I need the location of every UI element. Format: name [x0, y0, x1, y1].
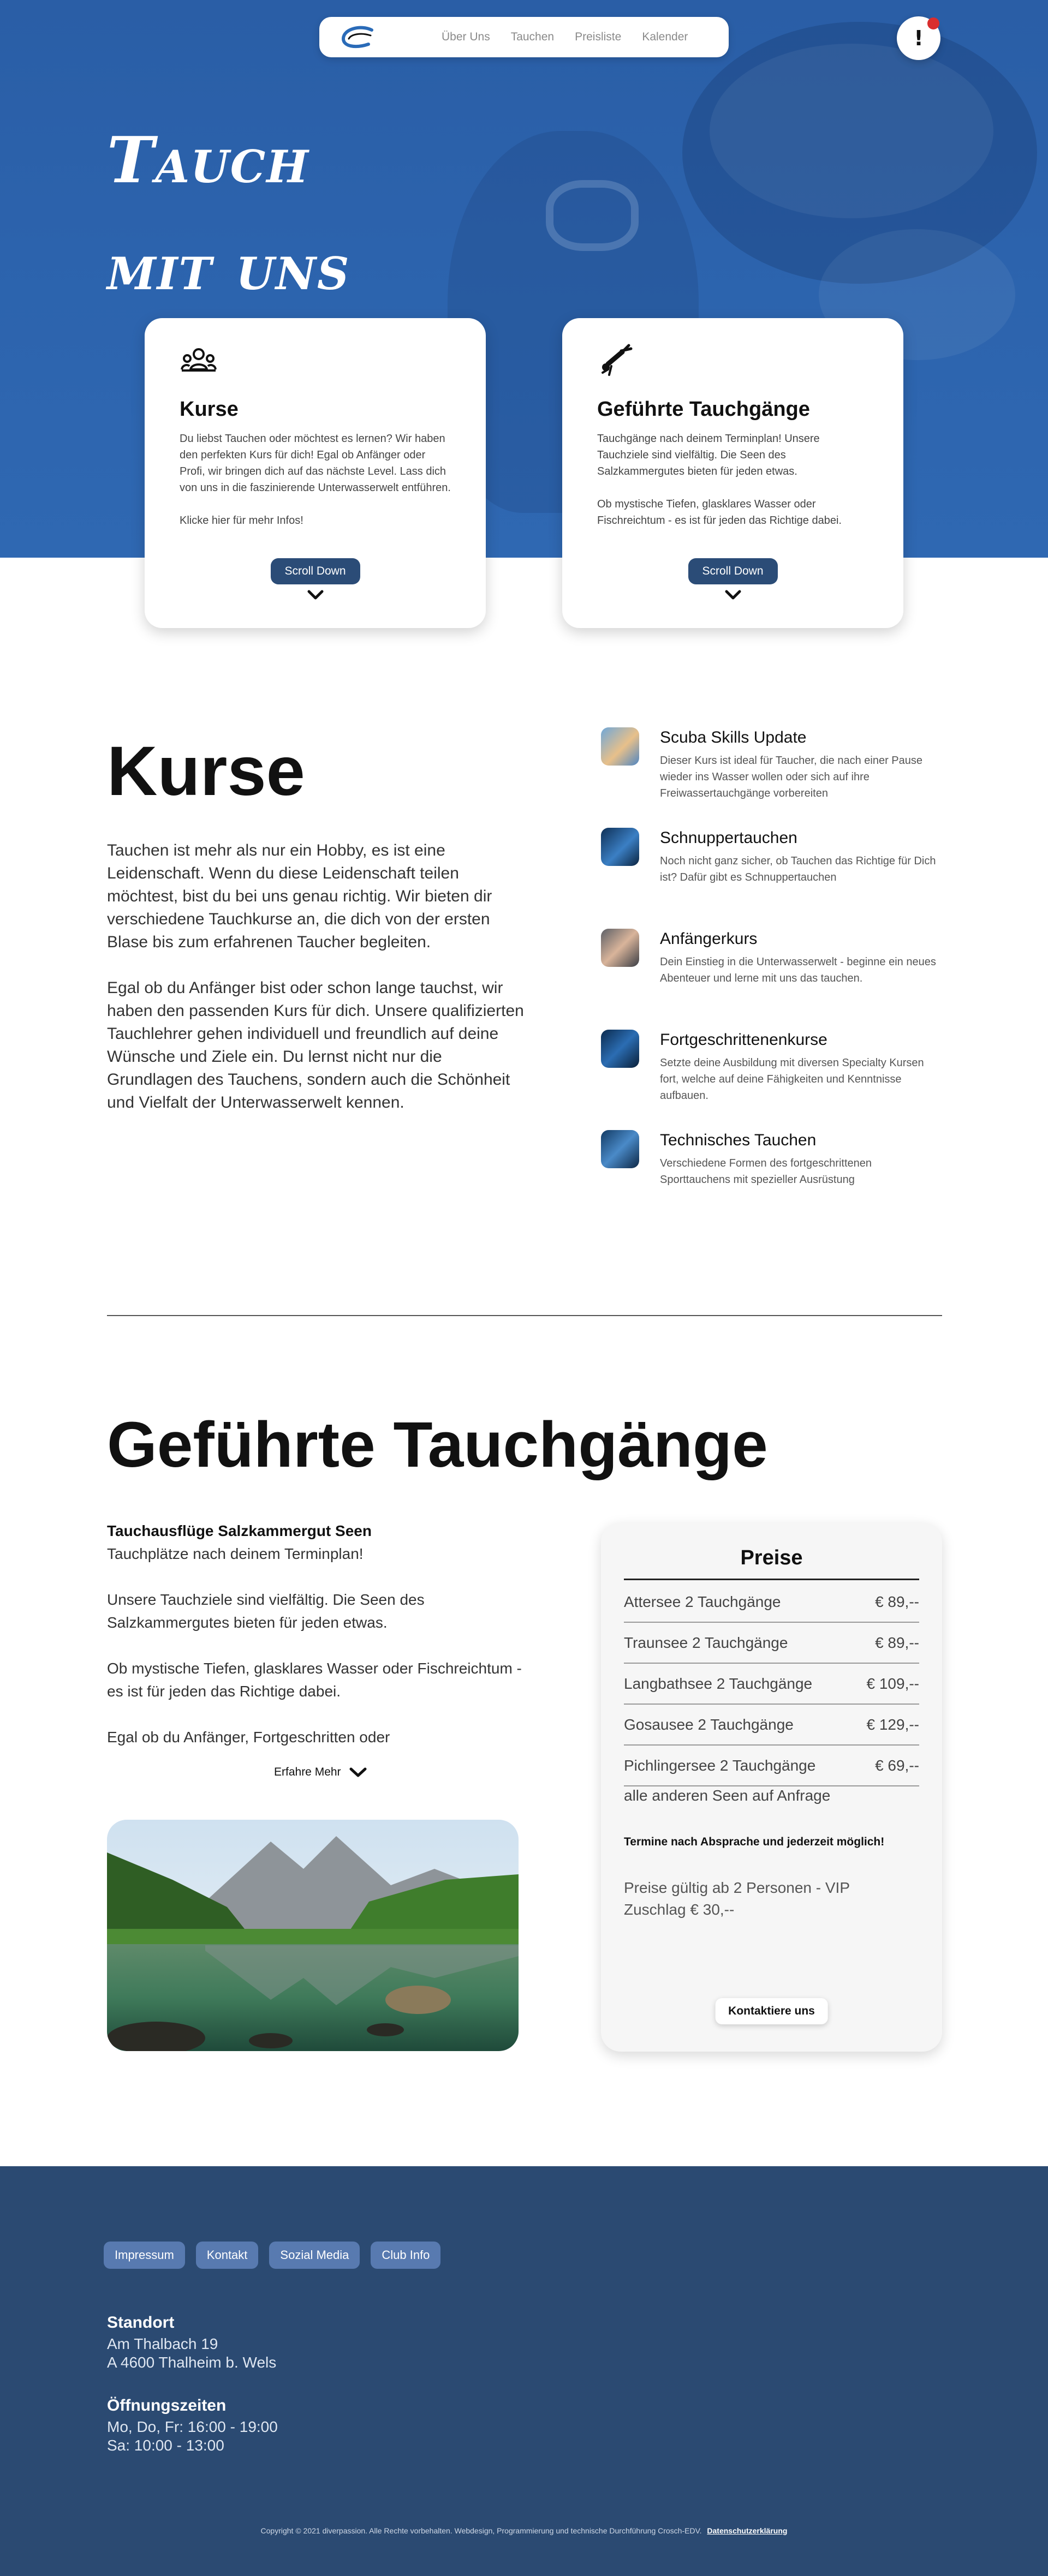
footer-tabs [104, 2242, 440, 2269]
course-thumbnail [601, 929, 639, 967]
card-title: Geführte Tauchgänge [597, 398, 810, 421]
price-value: € 89,-- [875, 1593, 919, 1610]
alert-button[interactable] [897, 16, 940, 60]
course-text: Noch nicht ganz sicher, ob Tauchen das Richtige für Dich ist? Dafür gibt es Schnuppertauchen [660, 855, 936, 883]
footer-location-title: Standort [107, 2314, 175, 2332]
footer-tab-impressum[interactable]: Impressum [104, 2242, 185, 2269]
hero-title-line-1: Tauch [107, 123, 309, 198]
price-row [624, 1705, 919, 1746]
card-text: Du liebst Tauchen oder möchtest es lernen? Wir haben den perfekten Kurs für dich! Egal ob Anfänger oder Profi, wir bringen dich auf das nächste Level. Lass dich von uns in die faszinierende Unterwasserwelt entführen. Klicke hier für mehr Infos! [180, 433, 451, 527]
price-row [624, 1582, 919, 1623]
gefuehrte-subtitle: Tauchausflüge Salzkammergut Seen [107, 1522, 372, 1539]
course-thumbnail [601, 727, 639, 766]
price-lake: Traunsee 2 Tauchgänge [624, 1634, 788, 1651]
footer-hours-line: Mo, Do, Fr: 16:00 - 19:00 [107, 2418, 278, 2435]
course-item[interactable] [601, 727, 950, 809]
course-item[interactable] [601, 1130, 950, 1212]
kurse-description: Tauchen ist mehr als nur ein Hobby, es ist eine Leidenschaft. Wenn du diese Leidenschaft teilen möchtest, bist du bei uns genau richtig. Wir bieten dir verschiedene Tauchkurse an, die dich von der ersten Blase bis zum erfahrenen Taucher begleiten. Egal ob du Anfänger bist oder schon lange tauchst, wir haben den passenden Kurs für dich. Unsere qualifizierten Tauchlehrer gehen individuell und freundlich auf deine Wünsche und Ziele ein. Du lernst nicht nur die Grundlagen des Tauchens, sondern auch die Schönheit und Vielfalt der Unterwasserwelt kennen. [107, 841, 524, 1111]
price-value: € 69,-- [875, 1757, 919, 1774]
diver-icon [597, 342, 635, 380]
gefuehrte-paragraph: Egal ob du Anfänger, Fortgeschritten oder [107, 1729, 390, 1746]
nav-links [442, 17, 688, 57]
price-value: € 129,-- [866, 1716, 919, 1733]
erfahre-mehr-label: Erfahre Mehr [274, 1766, 341, 1778]
contact-button[interactable]: Kontaktiere uns [715, 1998, 828, 2024]
price-lake: Langbathsee 2 Tauchgänge [624, 1675, 813, 1692]
footer-tab-club-info[interactable]: Club Info [371, 2242, 440, 2269]
course-title: Schnuppertauchen [660, 829, 797, 847]
course-title: Fortgeschrittenenkurse [660, 1031, 827, 1049]
price-value: € 109,-- [866, 1675, 919, 1692]
price-appointment-note: Termine nach Absprache und jederzeit möglich! [624, 1836, 885, 1848]
nav-link-ueber-uns[interactable]: Über Uns [442, 31, 490, 43]
course-thumbnail [601, 1130, 639, 1168]
price-value: € 89,-- [875, 1634, 919, 1651]
price-card [601, 1522, 942, 2052]
price-validity-note: Preise gültig ab 2 Personen - VIP Zuschlag € 30,-- [624, 1879, 850, 1918]
footer-address-line: Am Thalbach 19 [107, 2335, 218, 2352]
course-text: Dein Einstieg in die Unterwasserwelt - beginne ein neues Abenteuer und lerne mit uns das tauchen. [660, 956, 936, 984]
chevron-down-icon[interactable] [724, 589, 742, 601]
course-title: Scuba Skills Update [660, 728, 807, 746]
group-people-icon [180, 342, 218, 380]
price-lake: Gosausee 2 Tauchgänge [624, 1716, 794, 1733]
gefuehrte-paragraph: Unsere Tauchziele sind vielfältig. Die Seen des Salzkammergutes bieten für jeden etwas. [107, 1591, 425, 1631]
notification-dot [927, 17, 939, 29]
nav-link-kalender[interactable]: Kalender [642, 31, 688, 43]
hero-diver-mask [546, 180, 639, 251]
footer-tab-kontakt[interactable]: Kontakt [196, 2242, 259, 2269]
footer-address-line: A 4600 Thalheim b. Wels [107, 2354, 277, 2371]
price-title-rule [624, 1579, 919, 1580]
footer [0, 2166, 1048, 2576]
course-item[interactable] [601, 929, 950, 1011]
hero-title [107, 107, 350, 321]
price-title: Preise [740, 1546, 803, 1569]
top-navbar [319, 17, 729, 57]
card-kurse[interactable] [145, 318, 486, 628]
course-text: Dieser Kurs ist ideal für Taucher, die nach einer Pause wieder ins Wasser wollen oder sich auf ihre Freiwassertauchgänge vorbereiten [660, 755, 923, 799]
course-thumbnail [601, 828, 639, 866]
kurse-heading: Kurse [107, 732, 305, 810]
chevron-down-icon[interactable] [307, 589, 324, 601]
hero-title-line-2: mit uns [107, 230, 350, 304]
course-item[interactable] [601, 828, 950, 910]
course-thumbnail [601, 1030, 639, 1068]
chevron-down-icon [349, 1766, 367, 1778]
course-title: Anfängerkurs [660, 930, 758, 948]
gefuehrte-paragraph: Ob mystische Tiefen, glasklares Wasser oder Fischreichtum - es ist für jeden das Richtige dabei. [107, 1660, 522, 1700]
course-text: Setzte deine Ausbildung mit diversen Specialty Kursen fort, welche auf deine Fähigkeiten und Kenntnisse aufbauen. [660, 1057, 924, 1102]
footer-hours-line: Sa: 10:00 - 13:00 [107, 2437, 224, 2454]
price-row [624, 1623, 919, 1664]
exclamation-icon: ! [914, 26, 924, 50]
footer-tab-sozial-media[interactable]: Sozial Media [269, 2242, 360, 2269]
price-row [624, 1746, 919, 1786]
footer-hours-title: Öffnungszeiten [107, 2396, 227, 2414]
nav-link-tauchen[interactable]: Tauchen [510, 31, 555, 43]
scroll-down-button[interactable]: Scroll Down [688, 558, 777, 584]
logo-icon[interactable] [339, 25, 377, 51]
course-text: Verschiedene Formen des fortgeschrittenen Sporttauchens mit spezieller Ausrüstung [660, 1157, 872, 1186]
gefuehrte-description [107, 1520, 522, 1749]
privacy-link[interactable]: Datenschutzerklärung [707, 2526, 788, 2535]
price-other-lakes: alle anderen Seen auf Anfrage [624, 1787, 831, 1804]
section-divider [107, 1315, 942, 1316]
footer-copyright [0, 2526, 1048, 2535]
course-title: Technisches Tauchen [660, 1131, 817, 1149]
copyright-text: Copyright © 2021 diverpassion. Alle Rechte vorbehalten. Webdesign, Programmierung und technische Durchführung Crosch-EDV. [260, 2526, 702, 2535]
price-lake: Attersee 2 Tauchgänge [624, 1593, 781, 1610]
price-lake: Pichlingersee 2 Tauchgänge [624, 1757, 816, 1774]
card-title: Kurse [180, 398, 239, 421]
price-row [624, 1664, 919, 1705]
card-text: Tauchgänge nach deinem Terminplan! Unsere Tauchziele sind vielfältig. Die Seen des Salzkammergutes bieten für jeden etwas. Ob mystische Tiefen, glasklares Wasser oder Fischreichtum - es ist für jeden das Richtige dabei. [597, 433, 842, 527]
hero-fish-school [710, 44, 993, 218]
lake-image [107, 1820, 519, 2051]
gefuehrte-line: Tauchplätze nach deinem Terminplan! [107, 1545, 364, 1562]
nav-link-preisliste[interactable]: Preisliste [575, 31, 622, 43]
card-gefuehrte-tauchgaenge[interactable] [562, 318, 903, 628]
gefuehrte-heading: Geführte Tauchgänge [107, 1409, 768, 1481]
course-item[interactable] [601, 1030, 950, 1111]
scroll-down-button[interactable]: Scroll Down [270, 558, 360, 584]
erfahre-mehr-link[interactable] [274, 1766, 367, 1779]
